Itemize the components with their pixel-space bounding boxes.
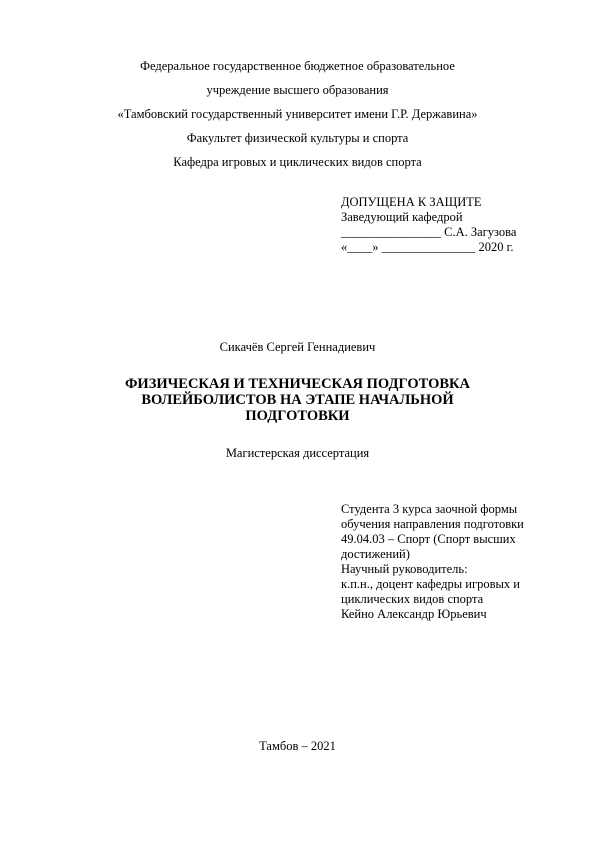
institution-line-1: Федеральное государственное бюджетное образовательное [140, 59, 455, 73]
thesis-title [110, 376, 485, 424]
city-year: Тамбов – 2021 [259, 739, 336, 753]
university-name: «Тамбовский государственный университет имени Г.Р. Державина» [117, 107, 478, 121]
department-name: Кафедра игровых и циклических видов спорта [173, 155, 422, 169]
thesis-title-line-1: ФИЗИЧЕСКАЯ И ТЕХНИЧЕСКАЯ ПОДГОТОВКА [124, 376, 471, 392]
approval-block [341, 195, 516, 255]
student-info-line-2: обучения направления подготовки [341, 517, 524, 531]
student-info-line-1: Студента 3 курса заочной формы [341, 502, 518, 516]
supervisor-title-line-2: циклических видов спорта [341, 592, 484, 606]
approval-signature-line: ________________ С.А. Загузова [341, 225, 517, 239]
student-info-line-4: достижений) [341, 547, 410, 561]
thesis-title-line-2: ВОЛЕЙБОЛИСТОВ НА ЭТАПЕ НАЧАЛЬНОЙ [141, 392, 454, 408]
institution-line-2: учреждение высшего образования [206, 83, 389, 97]
student-info-block [341, 502, 524, 622]
approval-heading: ДОПУЩЕНА К ЗАЩИТЕ [341, 195, 482, 209]
thesis-title-line-3: ПОДГОТОВКИ [245, 408, 350, 424]
approval-date-line: «____» _______________ 2020 г. [341, 240, 514, 254]
supervisor-title-line-1: к.п.н., доцент кафедры игровых и [341, 577, 520, 591]
student-info-line-3: 49.04.03 – Спорт (Спорт высших [341, 532, 516, 546]
author-name: Сикачёв Сергей Геннадиевич [219, 340, 376, 354]
approval-position: Заведующий кафедрой [341, 210, 463, 224]
faculty-name: Факультет физической культуры и спорта [186, 131, 409, 145]
supervisor-name: Кейно Александр Юрьевич [341, 607, 487, 621]
work-type: Магистерская диссертация [225, 446, 370, 460]
supervisor-label: Научный руководитель: [341, 562, 468, 576]
